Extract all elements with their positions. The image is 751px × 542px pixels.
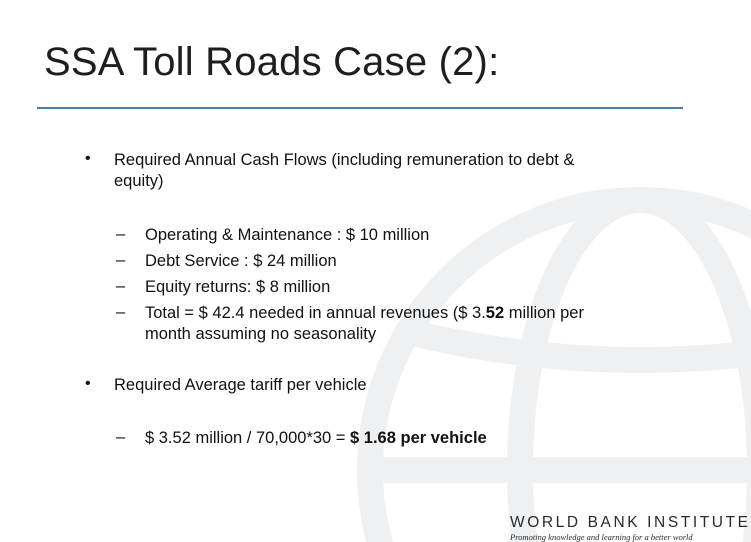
- bullet-text: [114, 150, 574, 192]
- text-run-bold: $ 1.68 per vehicle: [350, 429, 487, 447]
- subitem-marker: –: [116, 303, 126, 321]
- text-run: Total = $ 42.4 needed in annual revenues ($ 3.: [145, 304, 486, 322]
- subitem-text: Equity returns: $ 8 million: [145, 278, 331, 296]
- bullet-marker: •: [85, 375, 91, 392]
- subitem-text-line: [145, 303, 584, 324]
- subitem-marker: –: [116, 225, 126, 243]
- subitem-text: Debt Service : $ 24 million: [145, 252, 337, 270]
- text-run: $ 3.52 million / 70,000*30 =: [145, 429, 351, 447]
- subitem-marker: –: [116, 428, 126, 446]
- title-divider: [37, 107, 683, 109]
- subitem-text: Operating & Maintenance : $ 10 million: [145, 226, 430, 244]
- org-tagline: Promoting knowledge and learning for a better world: [510, 532, 693, 542]
- slide-title: SSA Toll Roads Case (2):: [44, 40, 500, 84]
- text-run: million per: [504, 304, 584, 322]
- bullet-text: Required Average tariff per vehicle: [114, 376, 367, 394]
- org-name: WORLD BANK INSTITUTE: [510, 514, 751, 531]
- world-bank-institute-logo: [510, 514, 751, 542]
- subitem-marker: –: [116, 251, 126, 269]
- bullet-marker: •: [85, 150, 91, 167]
- text-run-bold: 52: [485, 304, 505, 322]
- bullet-text-line: equity): [114, 172, 164, 190]
- subitem-text: [145, 303, 584, 345]
- bullet-text-line: Required Annual Cash Flows (including remuneration to debt &: [114, 151, 575, 169]
- subitem-text-line: month assuming no seasonality: [145, 325, 377, 343]
- subitem-text: [145, 428, 487, 449]
- subitem-marker: –: [116, 277, 126, 295]
